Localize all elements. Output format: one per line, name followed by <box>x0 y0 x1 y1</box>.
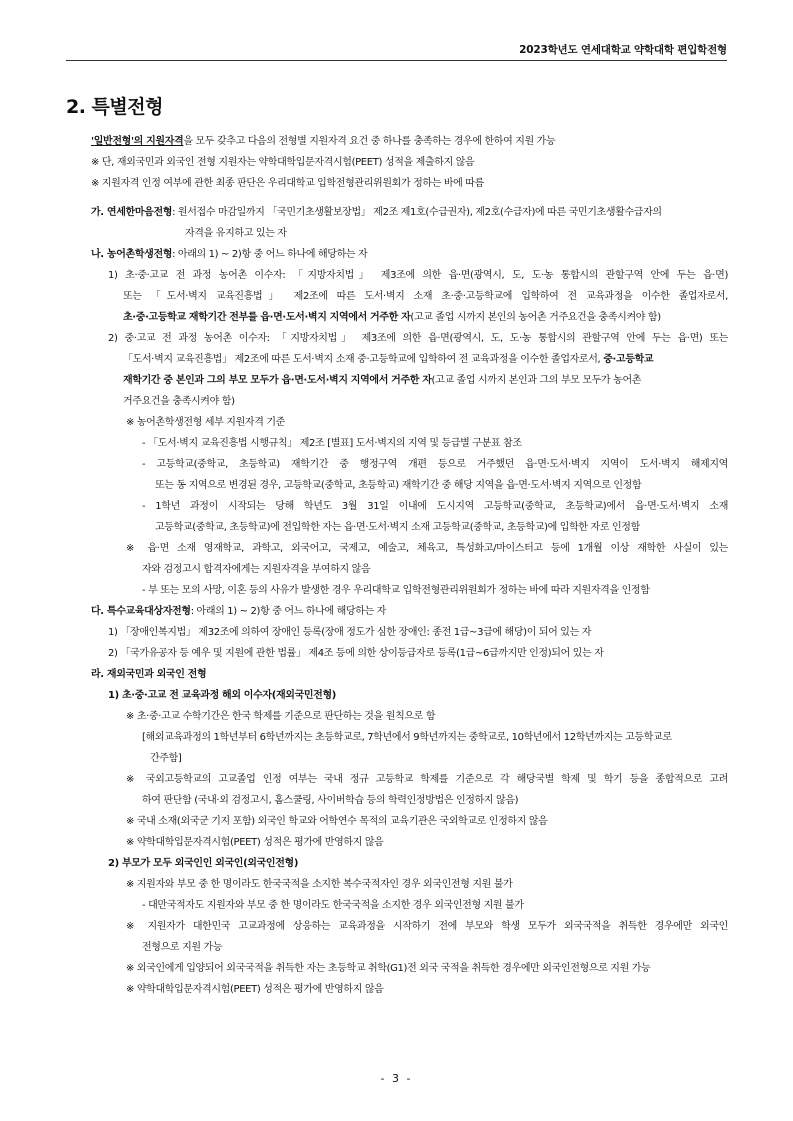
na-title-line <box>91 244 793 265</box>
na-item1-rest: (고교 졸업 시까지 본인의 농어촌 거주요건을 충족시켜야 함) <box>410 312 661 323</box>
ga-line-2: 자격을 유지하고 있는 자 <box>185 228 287 239</box>
ga-text-1: : 원서접수 마감일까지 「국민기초생활보장법」 제2조 제1호(수급권자), 제2호(수급자)에 따른 국민기초생활수급자의 <box>172 207 662 218</box>
ra-s2-note-4: ※ 약학대학입문자격시험(PEET) 성적은 평가에 반영하지 않음 <box>126 984 384 995</box>
na-title-rest: : 아래의 1) ~ 2)항 중 어느 하나에 해당하는 자 <box>172 249 368 260</box>
na-item2-line1: 2) 중·고교 전 과정 농어촌 이수자: 「지방자치법」 제3조에 의한 읍·면(광역시, 도, 도·농 통합시의 관할구역 안에 두는 읍·면) 또는 <box>108 333 728 344</box>
ra-s2-title <box>108 853 793 874</box>
section-title: 2. 특별전형 <box>66 96 163 118</box>
document-body <box>0 131 793 1000</box>
ra-s2-title-text: 2) 부모가 모두 외국인인 외국인(외국인전형) <box>108 858 299 869</box>
ra-s1-title-text: 1) 초·중·고교 전 교육과정 해외 이수자(재외국민전형) <box>108 690 337 701</box>
na-note-title: ※ 농어촌학생전형 세부 지원자격 기준 <box>126 417 285 428</box>
na-detail-1: - 「도서·벽지 교육진흥법 시행규칙」 제2조 [별표] 도서·벽지의 지역 및 등급별 구분표 참조 <box>142 438 522 449</box>
ra-s2-note-1: ※ 지원자와 부모 중 한 명이라도 한국국적을 소지한 복수국적자인 경우 외국인전형 지원 불가 <box>126 879 513 890</box>
ra-s1-note-1: ※ 초·중·고교 수학기간은 한국 학제를 기준으로 판단하는 것을 원칙으로 함 <box>126 711 436 722</box>
na-item2-line4: 거주요건을 충족시켜야 함) <box>123 396 235 407</box>
ra-s2-note-2-line1: ※ 지원자가 대한민국 고교과정에 상응하는 교육과정을 시작하기 전에 부모와 학생 모두가 외국국적을 취득한 경우에만 외국인 <box>126 921 728 932</box>
ra-s1-note-1b-line1: [해외교육과정의 1학년부터 6학년까지는 초등학교로, 7학년에서 9학년까지는 중학교로, 10학년에서 12학년까지는 고등학교로 <box>142 732 672 743</box>
na-item2-line3 <box>123 370 793 391</box>
na-item2-bold-a: 중·고등학교 <box>603 354 654 365</box>
da-item-2: 2) 「국가유공자 등 예우 및 지원에 관한 법률」 제4조 등에 의한 상이등급자로 등록(1급~6급까지만 인정)되어 있는 자 <box>108 648 604 659</box>
ra-s1-note-4: ※ 약학대학입문자격시험(PEET) 성적은 평가에 반영하지 않음 <box>126 837 384 848</box>
na-item2-bold-b: 재학기간 중 본인과 그의 부모 모두가 읍·면·도서·벽지 지역에서 거주한 자 <box>123 375 432 386</box>
na-item1-line2: 또는 「도서·벽지 교육진흥법」 제2조에 따른 도서·벽지 소재 초·중·고등학교에 입학하여 전 교육과정을 이수한 졸업자로서, <box>123 291 728 302</box>
ra-s1-note-1b-line2: 간주함] <box>150 753 182 764</box>
ra-title-text: 라. 재외국민과 외국인 전형 <box>91 669 207 680</box>
ra-s1-note-2-line1: ※ 국외고등학교의 고교졸업 인정 여부는 국내 정규 고등학교 학제를 기준으로 각 해당국별 학제 및 학기 등을 종합적으로 고려 <box>126 774 728 785</box>
na-note2-line1: ※ 읍·면 소재 영재학교, 과학고, 외국어고, 국제고, 예술고, 체육고, 특성화고/마이스터고 등에 1개월 이상 재학한 사실이 있는 <box>126 543 728 554</box>
intro-rest: 을 모두 갖추고 다음의 전형별 지원자격 요건 중 하나를 충족하는 경우에 한하여 지원 가능 <box>183 136 556 147</box>
ra-s1-note-2-line2: 하여 판단함 (국내·외 검정고시, 홈스쿨링, 사이버학습 등의 학력인정방법은 인정하지 않음) <box>142 795 519 806</box>
ga-line-1 <box>91 202 793 223</box>
ra-s1-note-3: ※ 국내 소재(외국군 기지 포함) 외국인 학교와 어학연수 목적의 교육기관은 국외학교로 인정하지 않음 <box>126 816 548 827</box>
da-title-line <box>91 601 793 622</box>
header-title: 2023학년도 연세대학교 약학대학 편입학전형 <box>519 44 727 56</box>
ra-title <box>91 664 793 685</box>
header-rule <box>66 60 727 61</box>
na-item1-line3 <box>123 307 793 328</box>
na-detail-2-line2: 또는 동 지역으로 변경된 경우, 고등학교(중학교, 초등학교) 재학기간 중 해당 지역을 읍·면·도서·벽지 지역으로 인정함 <box>155 480 642 491</box>
na-note2-line3: - 부 또는 모의 사망, 이혼 등의 사유가 발생한 경우 우리대학교 입학전형관리위원회가 정하는 바에 따라 지원자격을 인정함 <box>142 585 650 596</box>
da-title: 다. 특수교육대상자전형 <box>91 606 191 617</box>
page-number: - 3 - <box>380 1072 413 1085</box>
intro-bold: '일반전형'의 지원자격 <box>91 136 184 147</box>
na-item1-line1: 1) 초·중·고교 전 과정 농어촌 이수자: 「지방자치법」 제3조에 의한 읍·면(광역시, 도, 도·농 통합시의 관할구역 안에 두는 읍·면) <box>108 270 728 281</box>
intro-note-1: ※ 단, 재외국민과 외국인 전형 지원자는 약학대학입문자격시험(PEET) 성적을 제출하지 않음 <box>91 157 475 168</box>
na-item1-bold: 초·중·고등학교 재학기간 전부를 읍·면·도서·벽지 지역에서 거주한 자 <box>123 312 411 323</box>
ra-s1-title <box>108 685 793 706</box>
na-detail-3-line1: - 1학년 과정이 시작되는 당해 학년도 3월 31일 이내에 도시지역 고등학교(중학교, 초등학교)에서 읍·면·도서·벽지 소재 <box>142 501 728 512</box>
intro-line <box>91 131 793 152</box>
da-title-rest: : 아래의 1) ~ 2)항 중 어느 하나에 해당하는 자 <box>190 606 386 617</box>
na-detail-2-line1: - 고등학교(중학교, 초등학교) 재학기간 중 행정구역 개편 등으로 거주했던 읍·면·도서·벽지 지역이 도서·벽지 해제지역 <box>142 459 728 470</box>
na-item2-rest: (고교 졸업 시까지 본인과 그의 부모 모두가 농어촌 <box>431 375 642 386</box>
na-title: 나. 농어촌학생전형 <box>91 249 173 260</box>
da-item-1: 1) 「장애인복지법」 제32조에 의하여 장애인 등록(장애 정도가 심한 장애인: 종전 1급~3급에 해당)이 되어 있는 자 <box>108 627 592 638</box>
intro-note-2: ※ 지원자격 인정 여부에 관한 최종 판단은 우리대학교 입학전형관리위원회가 정하는 바에 따름 <box>91 178 484 189</box>
ra-s2-note-3: ※ 외국인에게 입양되어 외국국적을 취득한 자는 초등학교 취학(G1)전 외국 국적을 취득한 경우에만 외국인전형으로 지원 가능 <box>126 963 651 974</box>
ra-s2-note-2-line2: 전형으로 지원 가능 <box>142 942 223 953</box>
na-item2-line2 <box>123 349 793 370</box>
na-detail-3-line2: 고등학교(중학교, 초등학교)에 전입학한 자는 읍·면·도서·벽지 소재 고등학교(중학교, 초등학교)에 입학한 자로 인정함 <box>155 522 640 533</box>
ga-title: 가. 연세한마음전형 <box>91 207 173 218</box>
na-item2-text: 「도서·벽지 교육진흥법」 제2조에 따른 도서·벽지 소재 중·고등학교에 입학하여 전 교육과정을 이수한 졸업자로서, <box>123 354 604 365</box>
na-note2-line2: 자와 검정고시 합격자에게는 지원자격을 부여하지 않음 <box>142 564 371 575</box>
ra-s2-note-1b: - 대만국적자도 지원자와 부모 중 한 명이라도 한국국적을 소지한 경우 외국인전형 지원 불가 <box>142 900 524 911</box>
page-header <box>66 38 727 60</box>
